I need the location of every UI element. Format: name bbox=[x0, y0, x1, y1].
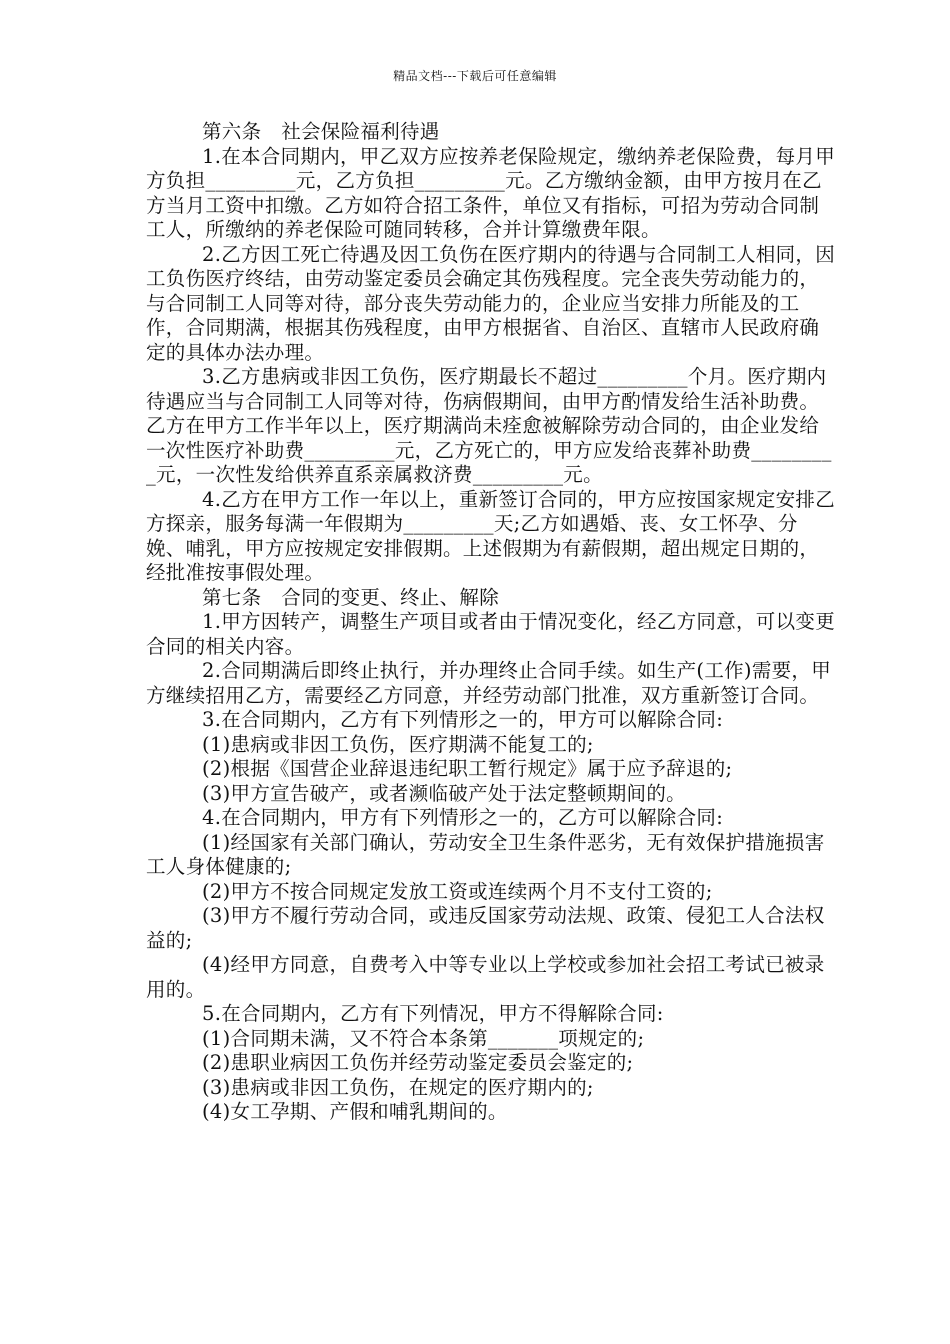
list-item: (4)经甲方同意，自费考入中等专业以上学校或参加社会招工考试已被录用的。 bbox=[146, 953, 825, 1001]
list-item: (4)女工孕期、产假和哺乳期间的。 bbox=[202, 1100, 508, 1123]
list-item: (1)患病或非因工负伤，医疗期满不能复工的; bbox=[202, 732, 594, 756]
list-item: (2)根据《国营企业辞退违纪职工暂行规定》属于应予辞退的; bbox=[202, 757, 733, 780]
list-item: (1)合同期未满，又不符合本条第_______项规定的; bbox=[202, 1026, 645, 1050]
list-item: (3)甲方不履行劳动合同，或违反国家劳动法规、政策、侵犯工人合法权益的; bbox=[146, 904, 825, 952]
paragraph: 2.合同期满后即终止执行，并办理终止合同手续。如生产(工作)需要，甲方继续招用乙方，需要经乙方同意，并经劳动部门批准，双方重新签订合同。 bbox=[146, 659, 832, 707]
list-item: (3)甲方宣告破产，或者濒临破产处于法定整顿期间的。 bbox=[202, 781, 686, 805]
paragraph: 4.在合同期内，甲方有下列情形之一的，乙方可以解除合同: bbox=[202, 806, 724, 829]
paragraph: 2.乙方因工死亡待遇及因工负伤在医疗期内的待遇与合同制工人相同，因工负伤医疗终结，由劳动鉴定委员会确定其伤残程度。完全丧失劳动能力的，与合同制工人同等对待，部分丧失劳动能力的，企业应当安排力所能及的工作，合同期满，根据其伤残程度，由甲方根据省、自治区、直辖市人民政府确定的具体办法办理。 bbox=[146, 242, 836, 364]
paragraph: 3.在合同期内，乙方有下列情形之一的，甲方可以解除合同: bbox=[202, 708, 724, 731]
list-item: (2)患职业病因工负伤并经劳动鉴定委员会鉴定的; bbox=[202, 1051, 634, 1074]
paragraph: 3.乙方患病或非因工负伤，医疗期最长不超过_________个月。医疗期内待遇应当与合同制工人同等对待，伤病假期间，由甲方酌情发给生活补助费。乙方在甲方工作半年以上，医疗期满尚未痊愈被解除劳动合同的，由企业发给一次性医疗补助费_________元，乙方死亡的，甲方应发给丧葬补助费_________元，一次性发给供养直系亲属救济费_________元。 bbox=[146, 365, 832, 486]
document-body bbox=[146, 120, 836, 1125]
page-header: 精品文档---下载后可任意编辑 bbox=[393, 69, 557, 83]
list-item: (1)经国家有关部门确认，劳动安全卫生条件恶劣，无有效保护措施损害工人身体健康的; bbox=[146, 830, 825, 878]
paragraph: 1.在本合同期内，甲乙双方应按养老保险规定，缴纳养老保险费，每月甲方负担_________元，乙方负担_________元。乙方缴纳金额，由甲方按月在乙方当月工资中扣缴。乙方如符合招工条件，单位又有指标，可招为劳动合同制工人，所缴纳的养老保险可随同转移，合并计算缴费年限。 bbox=[146, 144, 836, 241]
paragraph: 1.甲方因转产，调整生产项目或者由于情况变化，经乙方同意，可以变更合同的相关内容。 bbox=[146, 610, 836, 658]
article-7-heading: 第七条 合同的变更、终止、解除 bbox=[202, 585, 500, 609]
list-item: (2)甲方不按合同规定发放工资或连续两个月不支付工资的; bbox=[202, 879, 713, 903]
paragraph: 5.在合同期内，乙方有下列情况，甲方不得解除合同: bbox=[202, 1002, 664, 1025]
list-item: (3)患病或非因工负伤，在规定的医疗期内的; bbox=[202, 1075, 594, 1099]
article-6-heading: 第六条 社会保险福利待遇 bbox=[202, 120, 440, 143]
paragraph: 4.乙方在甲方工作一年以上，重新签订合同的，甲方应按国家规定安排乙方探亲，服务每满一年假期为_________天;乙方如遇婚、丧、女工怀孕、分娩、哺乳，甲方应按规定安排假期。上述假期为有薪假期，超出规定日期的，经批准按事假处理。 bbox=[146, 487, 836, 584]
